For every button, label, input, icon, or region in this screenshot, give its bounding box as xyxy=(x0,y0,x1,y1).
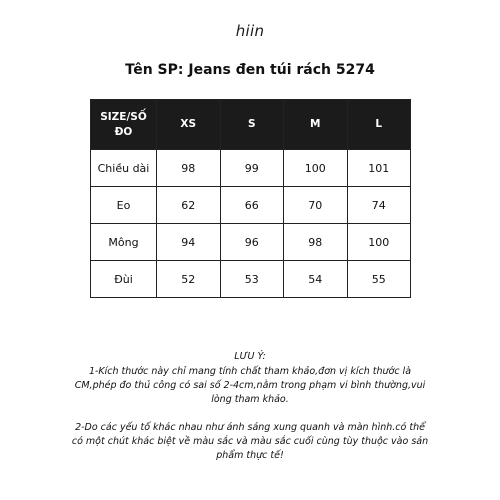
table-cell: 52 xyxy=(157,261,221,298)
table-cell: 98 xyxy=(284,224,348,261)
header-cell-m: M xyxy=(284,100,348,150)
table-cell: 66 xyxy=(220,187,284,224)
row-label-length: Chiều dài xyxy=(91,150,157,187)
table-cell: 62 xyxy=(157,187,221,224)
header-cell-xs: XS xyxy=(157,100,221,150)
row-label-hip: Mông xyxy=(91,224,157,261)
table-cell: 53 xyxy=(220,261,284,298)
size-chart-table xyxy=(90,99,411,298)
table-cell: 70 xyxy=(284,187,348,224)
row-label-waist: Eo xyxy=(91,187,157,224)
table-cell: 74 xyxy=(347,187,411,224)
table-row xyxy=(91,150,411,187)
table-row xyxy=(91,261,411,298)
header-cell-size-measure: SIZE/SỐ ĐO xyxy=(91,100,157,150)
note-paragraph-2: 2-Do các yếu tố khác nhau như ánh sáng xung quanh và màn hình.có thể có một chút khác biệt về màu sắc và màu sắc cuối cùng tùy thuộc vào sản phẩm thực tế! xyxy=(71,422,429,461)
table-row xyxy=(91,187,411,224)
header-cell-l: L xyxy=(347,100,411,150)
table-header-row xyxy=(91,100,411,150)
table-cell: 55 xyxy=(347,261,411,298)
brand-logo: hiin xyxy=(235,22,265,40)
table-cell: 101 xyxy=(347,150,411,187)
table-cell: 96 xyxy=(220,224,284,261)
table-cell: 54 xyxy=(284,261,348,298)
table-cell: 100 xyxy=(284,150,348,187)
table-cell: 99 xyxy=(220,150,284,187)
table-row xyxy=(91,224,411,261)
header-cell-s: S xyxy=(220,100,284,150)
notes-section xyxy=(70,350,430,463)
notes-heading: LƯU Ý: xyxy=(234,351,266,362)
product-title: Tên SP: Jeans đen túi rách 5274 xyxy=(125,62,375,78)
table-cell: 100 xyxy=(347,224,411,261)
table-cell: 94 xyxy=(157,224,221,261)
table-cell: 98 xyxy=(157,150,221,187)
row-label-thigh: Đùi xyxy=(91,261,157,298)
note-paragraph-1: 1-Kích thước này chỉ mang tính chất tham khảo,đơn vị kích thước là CM,phép đo thủ công có sai số 2-4cm,nằm trong phạm vi bình thường,vui lòng tham khảo. xyxy=(74,366,426,405)
